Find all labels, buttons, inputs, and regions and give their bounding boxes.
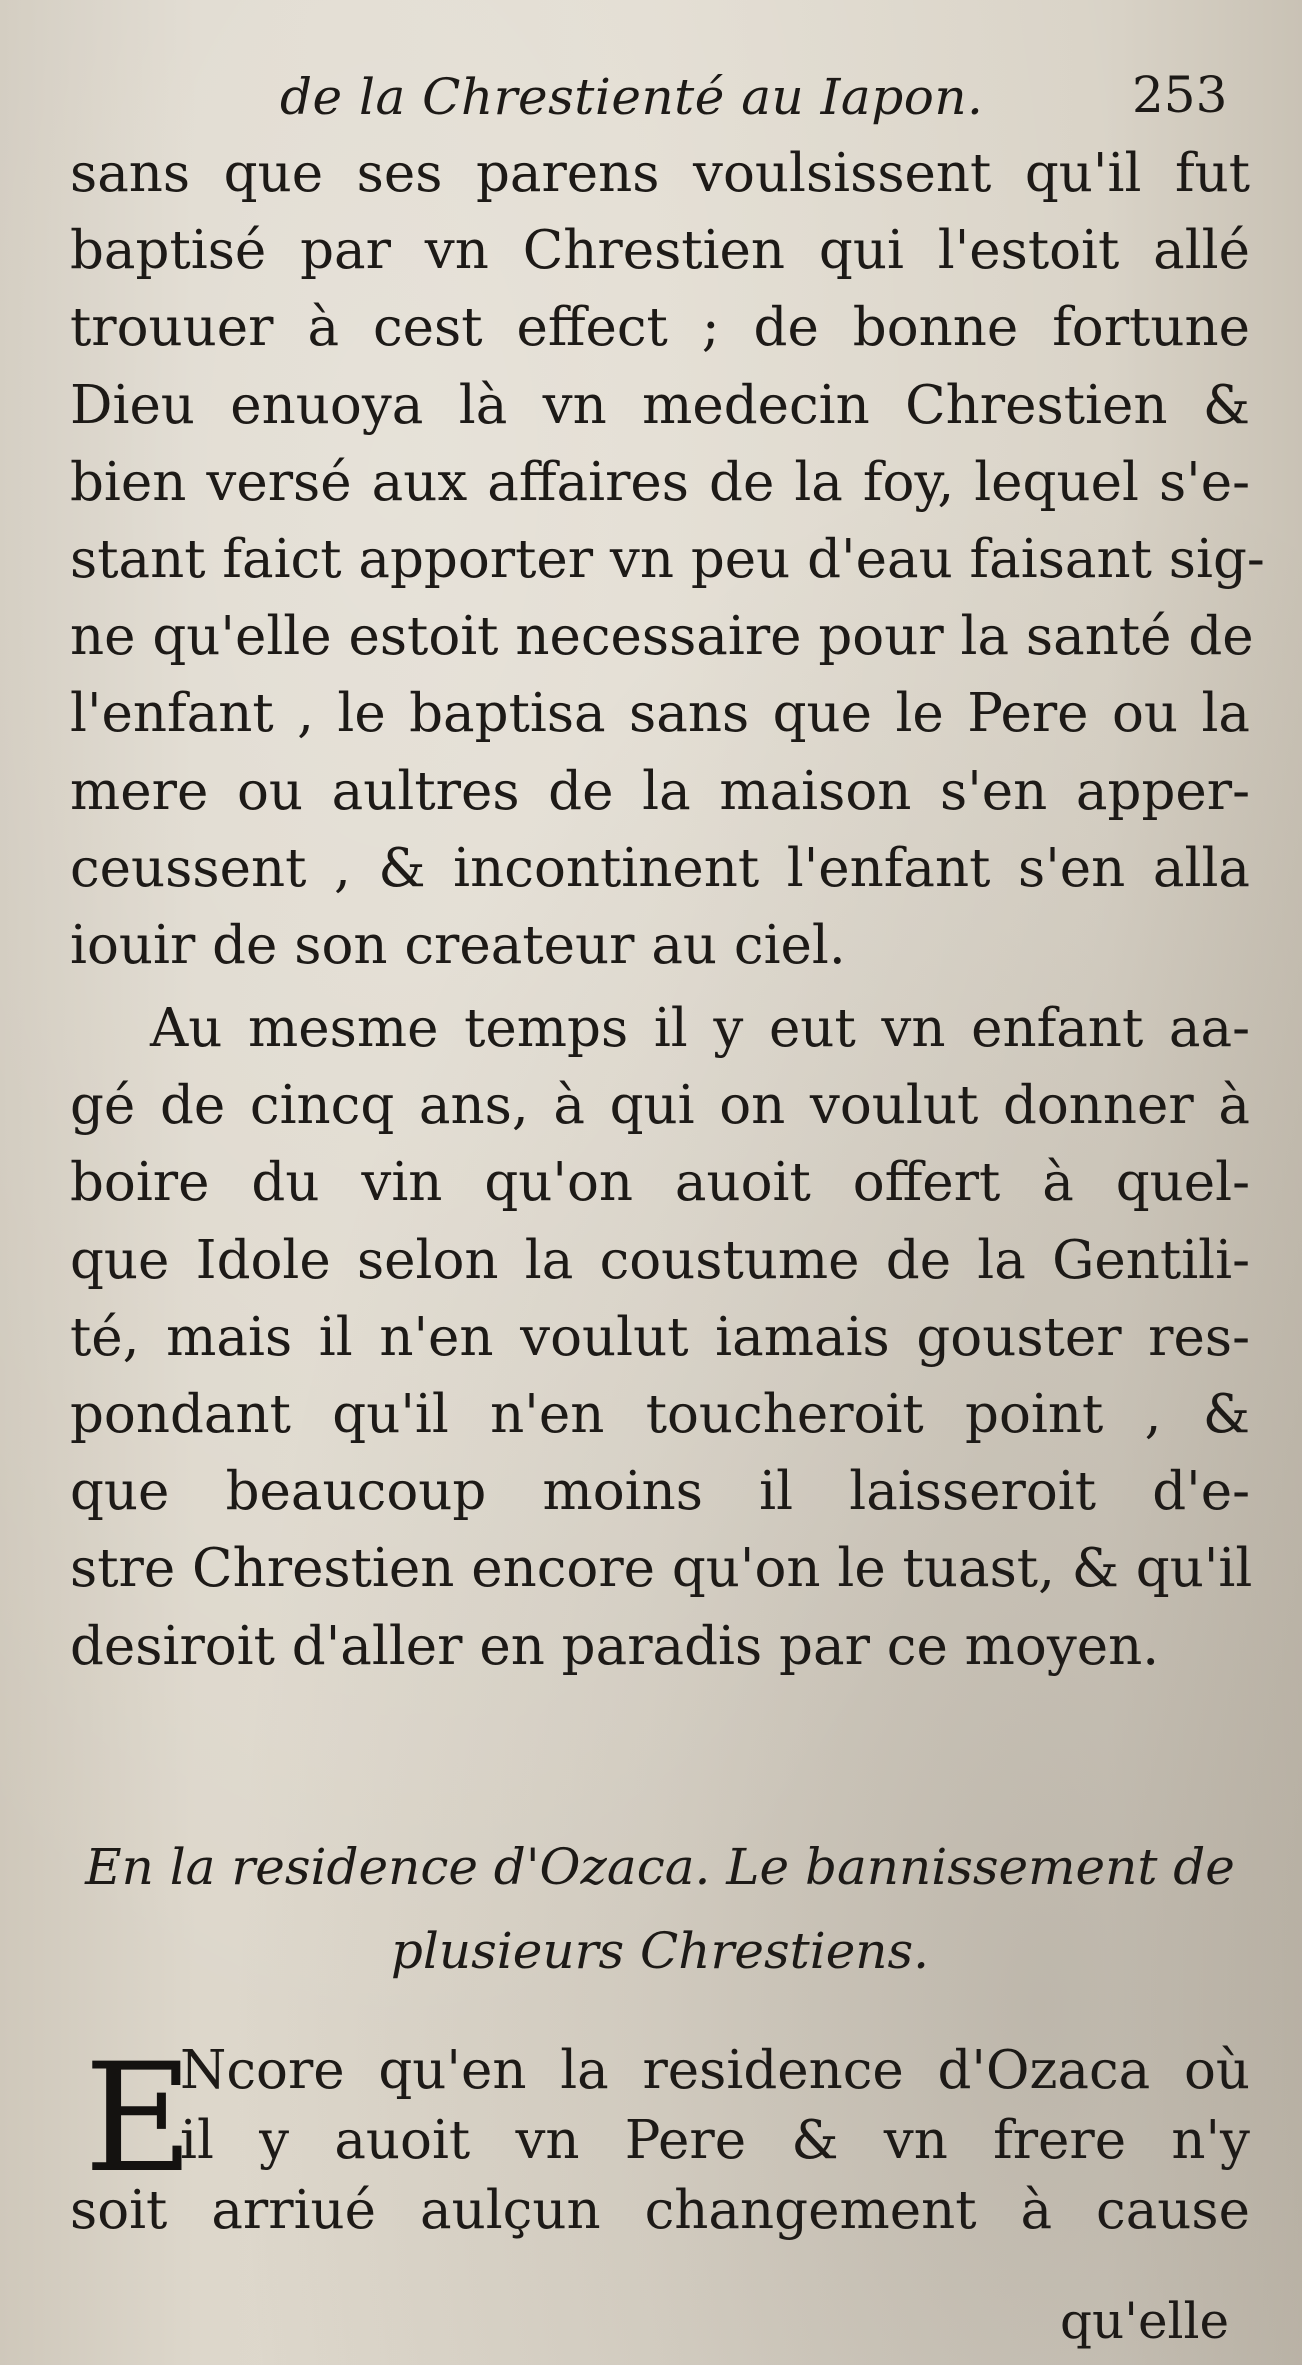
text-line: que beaucoup moins il laisseroit d'e- [70,1461,1250,1523]
text-line: ceussent , & incontinent l'enfant s'en alla [70,837,1250,899]
text-line: bien versé aux affaires de la foy, lequel s'e- [70,451,1250,513]
main-text [70,135,1265,1685]
text-line: il y auoit vn Pere & vn frere n'y [180,2110,1250,2171]
drop-cap: E [84,2032,194,2206]
text-line: desiroit d'aller en paradis par ce moyen. [70,1615,1160,1677]
catchword: qu'elle [1060,2292,1230,2350]
text-line: trouuer à cest effect ; de bonne fortune [70,297,1250,359]
text-line: Ncore qu'en la residence d'Ozaca où [180,2040,1250,2101]
heading-line: plusieurs Chrestiens. [390,1922,930,1980]
final-paragraph [70,2032,1250,2246]
text-line: iouir de son createur au ciel. [70,914,846,976]
text-line: baptisé par vn Chrestien qui l'estoit allé [70,220,1250,282]
text-line: sans que ses parens voulsissent qu'il fut [70,143,1250,204]
text-line: l'enfant , le baptisa sans que le Pere ou la [70,683,1250,745]
text-line: mere ou aultres de la maison s'en apper- [70,760,1250,822]
text-line: stre Chrestien encore qu'on le tuast, & qu'il [70,1538,1253,1600]
section-heading [70,1825,1250,1993]
text-line: té, mais il n'en voulut iamais gouster res- [70,1306,1250,1368]
heading-line: En la residence d'Ozaca. Le bannissement de [85,1838,1235,1896]
text-line: soit arriué aulçun changement à cause [70,2180,1250,2241]
text-line: pondant qu'il n'en toucheroit point , & [70,1384,1250,1445]
text-line: gé de cincq ans, à qui on voulut donner à [70,1075,1250,1137]
text-line: stant faict apporter vn peu d'eau faisant sig- [70,528,1265,590]
text-line: ne qu'elle estoit necessaire pour la santé de [70,606,1254,668]
page-number: 253 [1132,66,1228,124]
page-header [0,48,1302,138]
running-title: de la Chrestienté au Iapon. [280,68,984,126]
text-line: Dieu enuoya là vn medecin Chrestien & [70,374,1250,436]
text-line: Au mesme temps il y eut vn enfant aa- [150,998,1250,1060]
text-line: que Idole selon la coustume de la Gentili- [70,1229,1250,1291]
text-line: boire du vin qu'on auoit offert à quel- [70,1152,1250,1214]
